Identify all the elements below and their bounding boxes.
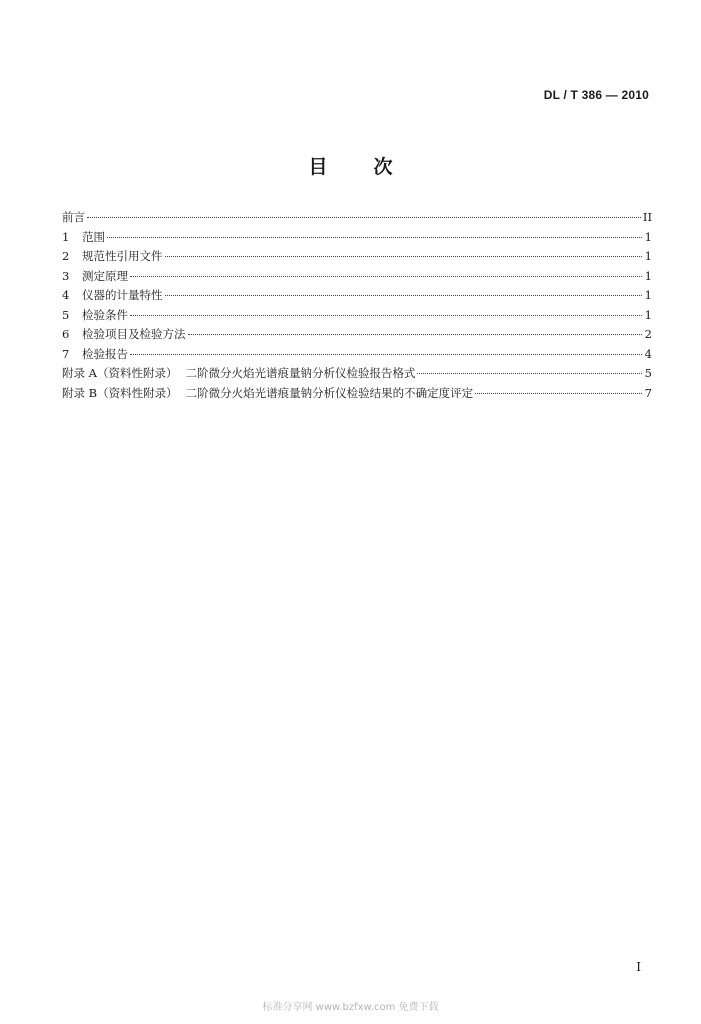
toc-entry-annex-b[interactable]: [62, 384, 652, 404]
toc-entry-annex-a[interactable]: [62, 364, 652, 384]
toc-entry-number: 2: [62, 249, 70, 263]
toc-leader: [165, 256, 643, 257]
annex-title: 二阶微分火焰光谱痕量钠分析仪检验报告格式: [185, 366, 416, 380]
toc-entry-label: 规范性引用文件: [82, 249, 163, 263]
toc-title-char-2: 次: [373, 156, 393, 178]
toc-entry-label: 检验条件: [82, 307, 128, 322]
toc-leader: [165, 295, 643, 296]
toc-entry-verification-conditions[interactable]: [62, 306, 652, 326]
annex-title: 二阶微分火焰光谱痕量钠分析仪检验结果的不确定度评定: [185, 385, 474, 400]
toc-entry-label: 检验报告: [82, 346, 128, 361]
toc-leader: [188, 334, 643, 335]
toc-entry-label: [62, 364, 415, 384]
annex-prefix: 附录 B（资料性附录）: [62, 385, 178, 400]
toc-entry-label: 范围: [82, 229, 105, 244]
watermark-text: 标准分享网 www.bzfxw.com 免费下载: [262, 1002, 439, 1013]
toc-leader: [87, 217, 641, 218]
toc-entry-page: 4: [644, 346, 652, 361]
toc-title-char-1: 目: [308, 156, 328, 178]
toc-title: [0, 152, 701, 179]
toc-entry-scope[interactable]: [62, 228, 652, 248]
toc-entry-number: 4: [62, 288, 70, 302]
toc-entry-verification-items[interactable]: [62, 325, 652, 345]
toc-entry-verification-report[interactable]: [62, 345, 652, 365]
toc-entry-number: 3: [62, 268, 70, 283]
toc-entry-page: 1: [644, 249, 652, 263]
toc-entry-number: 6: [62, 327, 70, 341]
toc-entry-label: [62, 384, 473, 404]
toc-entry-metrological-characteristics[interactable]: [62, 286, 652, 306]
toc-entry-number: 7: [62, 346, 70, 361]
toc-entry-label: 前言: [62, 210, 85, 224]
page-number: I: [636, 960, 641, 974]
toc-entry-label: 检验项目及检验方法: [82, 327, 186, 341]
toc-entry-page: 2: [644, 327, 652, 341]
toc-entry-page: 1: [644, 268, 652, 283]
toc-entry-page: 7: [644, 385, 652, 400]
toc-entry-label: 仪器的计量特性: [82, 288, 163, 302]
toc-entry-page: II: [642, 210, 652, 224]
annex-prefix: 附录 A（资料性附录）: [62, 366, 178, 380]
toc-entry-label: 测定原理: [82, 268, 128, 283]
toc-entry-number: 5: [62, 307, 70, 322]
toc-entry-page: 1: [644, 229, 652, 244]
toc-entry-page: 5: [644, 366, 652, 380]
toc-entry-principle[interactable]: [62, 267, 652, 287]
toc-entry-page: 1: [644, 288, 652, 302]
toc-entry-normative-references[interactable]: [62, 247, 652, 267]
toc-entry-page: 1: [644, 307, 652, 322]
toc-leader: [130, 276, 642, 277]
table-of-contents: [62, 208, 652, 403]
toc-leader: [130, 354, 642, 355]
toc-entry-foreword[interactable]: [62, 208, 652, 228]
document-code: DL / T 386 — 2010: [543, 88, 649, 102]
toc-leader: [475, 393, 642, 394]
toc-entry-number: 1: [62, 229, 70, 244]
toc-leader: [107, 237, 642, 238]
toc-leader: [130, 315, 642, 316]
toc-leader: [417, 373, 642, 374]
